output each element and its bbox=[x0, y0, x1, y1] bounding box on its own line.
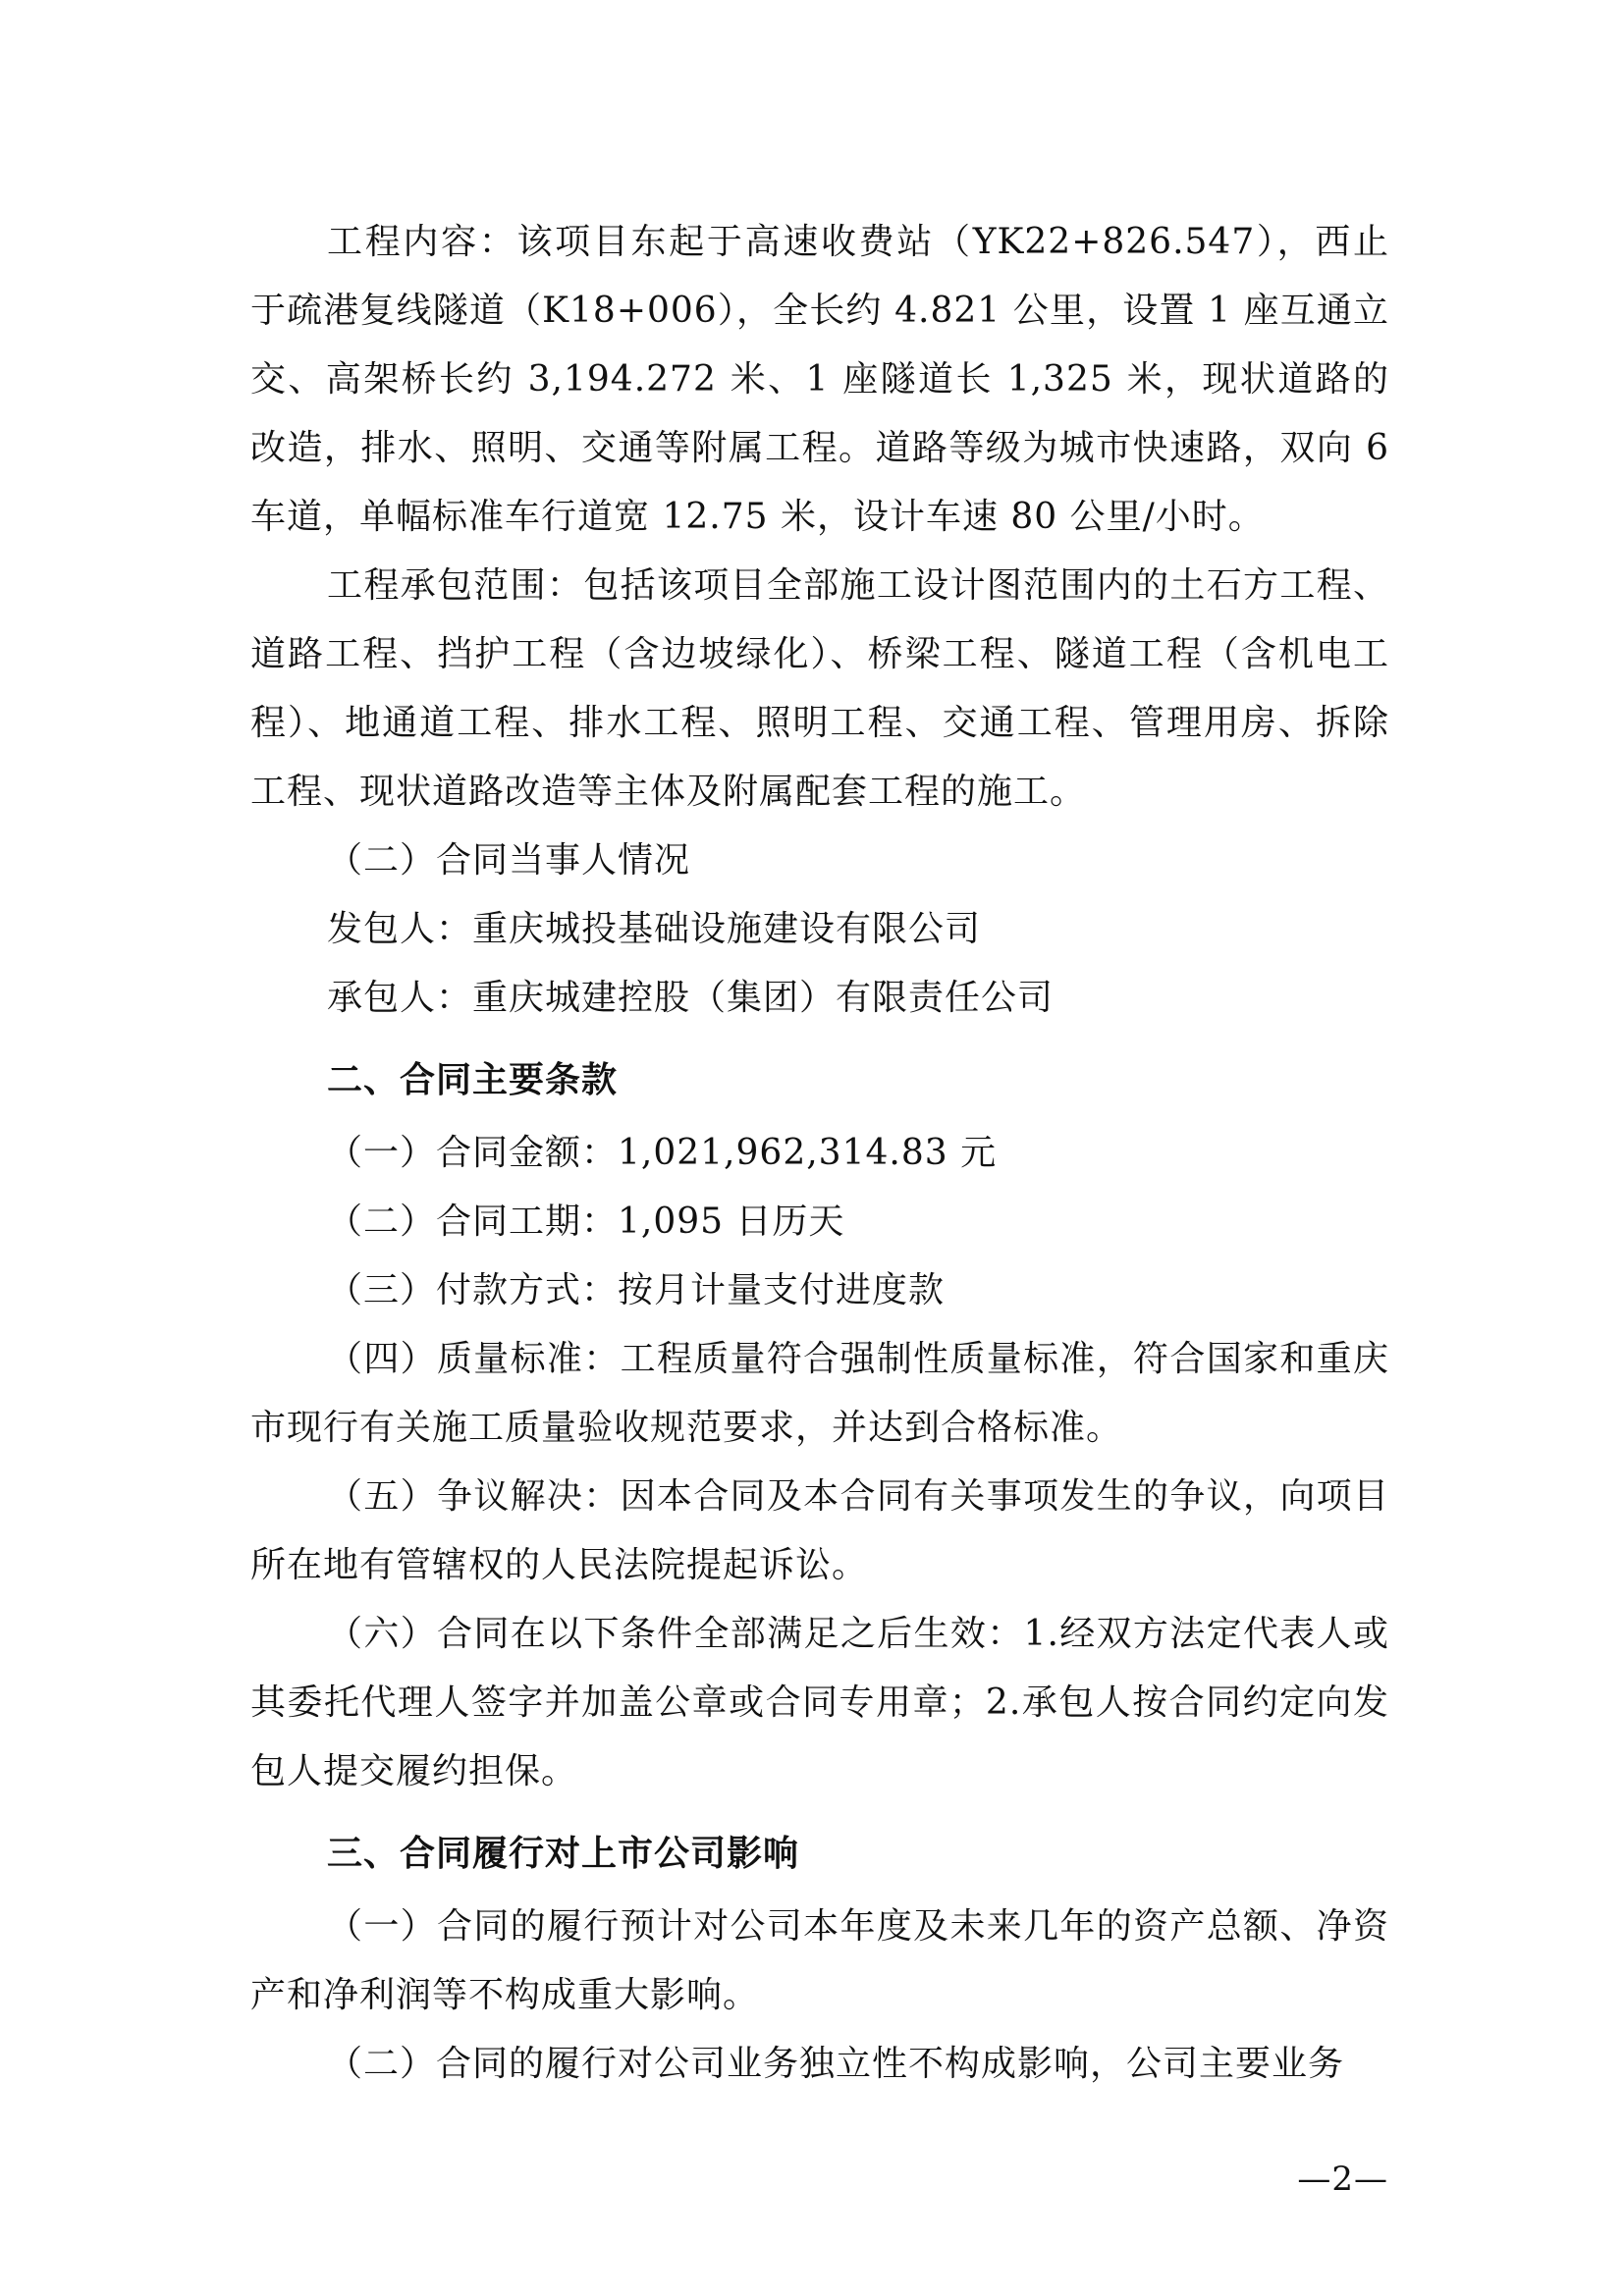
contractor-paragraph: 承包人：重庆城建控股（集团）有限责任公司 bbox=[327, 978, 1055, 1018]
contract-amount-item: （一）合同金额：1,021,962,314.83 元 bbox=[327, 1133, 998, 1173]
section-2-heading: 二、合同主要条款 bbox=[327, 1059, 619, 1100]
effectiveness-item: （六）合同在以下条件全部满足之后生效：1.经双方法定代表人或其委托代理人签字并加盖公章或合同专用章；2.承包人按合同约定向发包人提交履约担保。 bbox=[250, 1614, 1389, 1791]
employer-paragraph: 发包人：重庆城投基础设施建设有限公司 bbox=[327, 909, 982, 949]
contract-duration-item: （二）合同工期：1,095 日历天 bbox=[327, 1201, 845, 1242]
impact-item-1: （一）合同的履行预计对公司本年度及未来几年的资产总额、净资产和净利润等不构成重大影响。 bbox=[250, 1906, 1389, 2015]
payment-method-item: （三）付款方式：按月计量支付进度款 bbox=[327, 1270, 946, 1310]
parties-subheading: （二）合同当事人情况 bbox=[327, 840, 691, 881]
impact-item-2: （二）合同的履行对公司业务独立性不构成影响，公司主要业务 bbox=[327, 2044, 1345, 2084]
dispute-resolution-item: （五）争议解决：因本合同及本合同有关事项发生的争议，向项目所在地有管辖权的人民法院提起诉讼。 bbox=[250, 1476, 1389, 1585]
section-3-heading: 三、合同履行对上市公司影响 bbox=[327, 1833, 800, 1874]
project-content-paragraph: 工程内容：该项目东起于高速收费站（YK22+826.547），西止于疏港复线隧道（K18+006），全长约 4.821 公里，设置 1 座互通立交、高架桥长约 3,194.272 米、1 座隧道长 1,325 米，现状道路的改造，排水、照明、交通等附属工程。道路等级为城市快速路，双向 6 车道，单幅标准车行道宽 12.75 米，设计车速 80 公里/小时。 bbox=[250, 222, 1389, 537]
quality-standard-item: （四）质量标准：工程质量符合强制性质量标准，符合国家和重庆市现行有关施工质量验收规范要求，并达到合格标准。 bbox=[250, 1339, 1389, 1448]
contract-scope-paragraph: 工程承包范围：包括该项目全部施工设计图范围内的土石方工程、道路工程、挡护工程（含边坡绿化）、桥梁工程、隧道工程（含机电工程）、地通道工程、排水工程、照明工程、交通工程、管理用房、拆除工程、现状道路改造等主体及附属配套工程的施工。 bbox=[250, 565, 1389, 812]
page-number: —2— bbox=[1297, 2160, 1388, 2199]
document-page bbox=[250, 208, 1389, 2099]
